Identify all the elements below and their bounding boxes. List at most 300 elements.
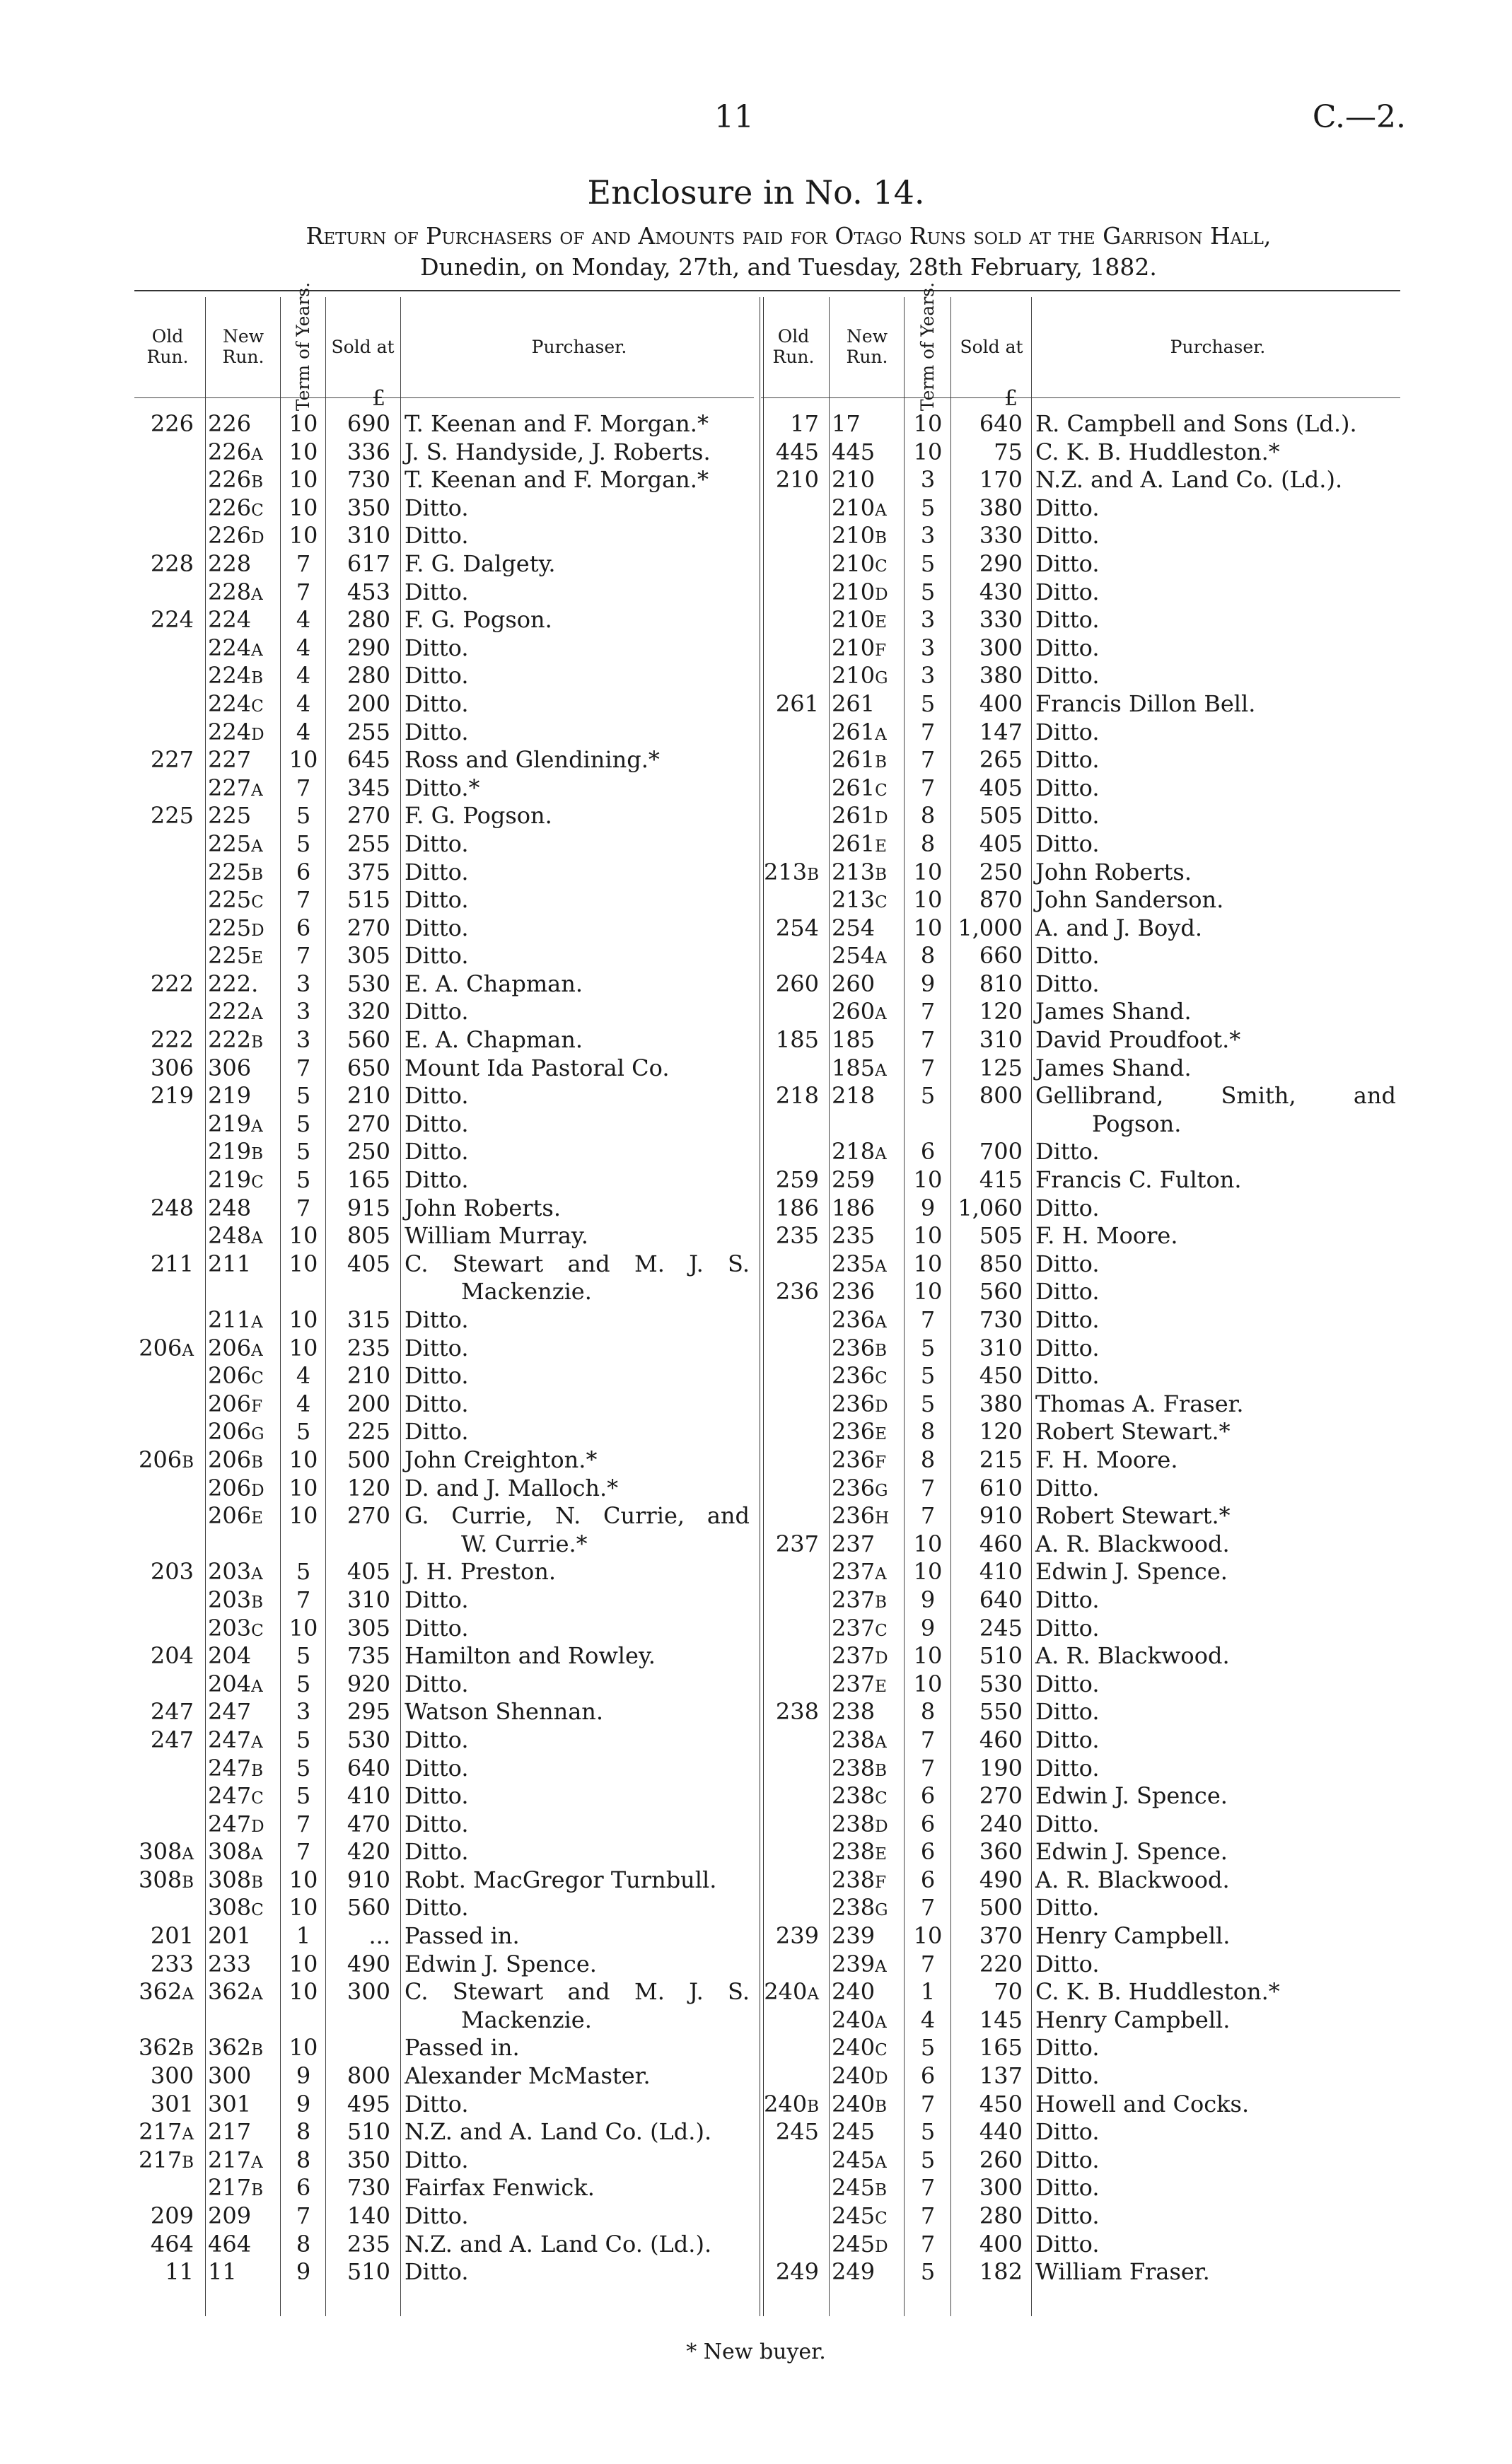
new-run-cell: 240B xyxy=(832,2090,888,2117)
term-cell: 10 xyxy=(289,1474,318,1501)
purchasers-table xyxy=(134,281,1400,2320)
new-run-cell: 240D xyxy=(832,2062,888,2090)
new-run-cell: 238D xyxy=(832,1810,888,1837)
sold-at-cell: 235 xyxy=(347,1334,390,1361)
term-cell: 10 xyxy=(289,1614,318,1641)
purchaser-name: Ditto. xyxy=(1035,494,1100,521)
new-run-cell: 217B xyxy=(208,2174,264,2202)
sold-at-cell: 730 xyxy=(347,466,390,494)
purchaser-cell xyxy=(405,1195,754,1223)
table-row xyxy=(134,2174,754,2202)
table-row xyxy=(761,942,1400,970)
new-run-cell: 218 xyxy=(832,1082,876,1110)
new-run-cell: 362B xyxy=(208,2034,264,2062)
purchaser-cell xyxy=(405,579,754,607)
table-row xyxy=(761,2258,1400,2286)
table-row xyxy=(134,1811,754,1839)
purchaser-cell xyxy=(1035,466,1400,494)
purchaser-name: Ditto. xyxy=(1035,970,1100,997)
new-run-cell: 248A xyxy=(208,1222,263,1250)
purchaser-cell xyxy=(405,1866,754,1895)
sold-at-cell: 405 xyxy=(979,830,1023,857)
term-cell: 7 xyxy=(920,2090,936,2117)
purchaser-cell xyxy=(1035,830,1400,859)
table-row xyxy=(761,1390,1400,1419)
purchaser-name-continued: Mackenzie. xyxy=(461,1278,592,1306)
new-run-cell: 237C xyxy=(832,1614,888,1641)
purchaser-name: Ditto. xyxy=(405,2258,469,2286)
sold-at-cell: 560 xyxy=(347,1026,390,1054)
old-run-cell: 210 xyxy=(775,466,819,494)
term-cell: 9 xyxy=(296,2258,311,2286)
term-cell: 1 xyxy=(920,1978,936,2006)
purchaser-name: Ditto. xyxy=(1035,550,1100,577)
table-top-rule xyxy=(134,290,1400,291)
purchaser-name: Ditto. xyxy=(405,1754,469,1782)
new-run-cell: 206A xyxy=(208,1334,263,1361)
new-run-cell: 210E xyxy=(832,606,887,634)
new-run-cell: 260 xyxy=(832,970,876,997)
new-run-cell: 203A xyxy=(208,1558,263,1586)
term-cell: 3 xyxy=(296,998,311,1025)
purchaser-name: E. A. Chapman. xyxy=(405,1026,583,1054)
table-row xyxy=(134,1306,754,1335)
new-run-cell: 238A xyxy=(832,1726,887,1753)
purchaser-cell xyxy=(1035,1838,1400,1866)
table-row xyxy=(134,1446,754,1475)
purchaser-cell xyxy=(405,719,754,747)
sold-at-cell: 305 xyxy=(347,1614,390,1641)
sold-at-cell: 255 xyxy=(347,830,390,857)
purchaser-name: Ditto. xyxy=(1035,830,1100,857)
table-row xyxy=(761,1951,1400,1979)
purchaser-cell xyxy=(405,970,754,999)
term-cell: 4 xyxy=(920,2006,936,2033)
sold-at-cell: 530 xyxy=(979,1670,1023,1697)
sold-at-cell: 500 xyxy=(979,1894,1023,1922)
new-run-cell: 235 xyxy=(832,1222,876,1250)
purchaser-name: Ditto. xyxy=(405,1166,469,1194)
purchaser-name: C. K. B. Huddleston.* xyxy=(1035,438,1280,465)
term-cell: 5 xyxy=(920,1362,936,1390)
purchaser-name: Ditto. xyxy=(405,886,469,914)
purchaser-cell xyxy=(405,2174,754,2202)
purchaser-cell xyxy=(405,914,754,943)
term-cell: 7 xyxy=(296,2202,311,2229)
term-cell: 10 xyxy=(913,1558,943,1586)
sold-at-cell: 915 xyxy=(347,1194,390,1221)
purchaser-name: Henry Campbell. xyxy=(1035,1922,1231,1950)
term-cell: 8 xyxy=(296,2230,311,2257)
purchaser-name: A. R. Blackwood. xyxy=(1035,1530,1230,1557)
new-run-cell: 233 xyxy=(208,1950,252,1977)
new-run-cell: 226C xyxy=(208,494,264,521)
sold-at-cell: 730 xyxy=(347,2174,390,2202)
sold-at-cell: 315 xyxy=(347,1306,390,1333)
sold-at-cell: 300 xyxy=(347,1978,390,2006)
new-run-cell: 211 xyxy=(208,1250,252,1277)
purchaser-name: Ditto. xyxy=(405,1614,469,1641)
term-cell: 5 xyxy=(296,1082,311,1110)
purchaser-name: G. Currie, N. Currie, and xyxy=(405,1502,750,1530)
purchaser-cell xyxy=(1035,2062,1400,2091)
purchaser-name: Ditto. xyxy=(405,2146,469,2173)
table-row xyxy=(761,1138,1400,1166)
term-cell: 8 xyxy=(920,942,936,970)
sold-at-cell: 200 xyxy=(347,1390,390,1417)
header-rule xyxy=(761,397,1400,398)
old-run-cell: 247 xyxy=(150,1726,194,1753)
term-cell: 10 xyxy=(289,1978,318,2006)
new-run-cell: 261E xyxy=(832,830,887,857)
purchaser-name: C. Stewart and M. J. S. xyxy=(405,1978,750,2006)
purchaser-name: N.Z. and A. Land Co. (Ld.). xyxy=(405,2230,712,2257)
purchaser-cell xyxy=(1035,2091,1400,2119)
table-row xyxy=(761,1082,1400,1138)
purchaser-cell xyxy=(1035,1698,1400,1726)
purchaser-name: Ditto. xyxy=(405,1782,469,1810)
table-row xyxy=(134,1755,754,1783)
table-row xyxy=(134,1110,754,1139)
term-cell: 6 xyxy=(920,2062,936,2090)
term-cell: 5 xyxy=(920,690,936,717)
sold-at-cell: 270 xyxy=(979,1782,1023,1810)
purchaser-name: Ditto. xyxy=(1035,1726,1100,1753)
sold-at-cell: 700 xyxy=(979,1138,1023,1166)
sold-at-cell: 165 xyxy=(979,2034,1023,2062)
purchaser-name: Ditto. xyxy=(405,1670,469,1697)
sold-at-cell: 145 xyxy=(979,2006,1023,2033)
new-run-cell: 261 xyxy=(832,690,876,717)
table-row xyxy=(134,859,754,887)
purchaser-cell xyxy=(1035,1418,1400,1446)
new-run-cell: 236C xyxy=(832,1362,888,1390)
table-row xyxy=(761,438,1400,467)
old-run-cell: 206B xyxy=(138,1446,194,1473)
purchaser-cell xyxy=(405,1922,754,1951)
term-cell: 7 xyxy=(296,942,311,970)
sold-at-cell: 305 xyxy=(347,942,390,970)
purchaser-cell xyxy=(1035,2146,1400,2175)
purchaser-name: Ditto.* xyxy=(405,774,480,801)
term-cell: 6 xyxy=(920,1838,936,1866)
header-term-of-years: Term of Years. xyxy=(917,281,938,412)
sold-at-cell: 1,000 xyxy=(958,914,1023,941)
purchaser-cell xyxy=(1035,1138,1400,1166)
term-cell: 4 xyxy=(296,718,311,745)
table-row xyxy=(134,494,754,523)
purchaser-name: Ditto. xyxy=(1035,1250,1100,1277)
new-run-cell: 247 xyxy=(208,1698,252,1726)
purchaser-cell xyxy=(1035,1082,1400,1138)
purchaser-cell xyxy=(1035,2006,1400,2035)
new-run-cell: 236H xyxy=(832,1502,890,1530)
new-run-cell: 210B xyxy=(832,522,888,550)
new-run-cell: 236G xyxy=(832,1474,888,1501)
old-run-cell: 213B xyxy=(763,858,819,885)
purchaser-name: T. Keenan and F. Morgan.* xyxy=(405,410,709,437)
old-run-cell: 362A xyxy=(139,1978,194,2006)
new-run-cell: 259 xyxy=(832,1166,876,1194)
new-run-cell: 219B xyxy=(208,1138,264,1166)
purchaser-name: Ditto. xyxy=(1035,2202,1100,2229)
term-cell: 8 xyxy=(296,2118,311,2146)
purchaser-cell xyxy=(405,1978,754,2034)
new-run-cell: 225A xyxy=(208,830,263,857)
new-run-cell: 236D xyxy=(832,1390,888,1417)
purchaser-name: Howell and Cocks. xyxy=(1035,2090,1250,2117)
purchaser-name: William Fraser. xyxy=(1035,2258,1210,2286)
sold-at-cell: 310 xyxy=(979,1026,1023,1054)
term-cell: 5 xyxy=(296,1670,311,1697)
new-run-cell: 210A xyxy=(832,494,887,521)
purchaser-name: James Shand. xyxy=(1035,1054,1192,1081)
purchaser-name: Ditto. xyxy=(1035,1754,1100,1782)
new-run-cell: 225D xyxy=(208,914,264,941)
table-row xyxy=(761,1026,1400,1054)
purchaser-cell xyxy=(1035,410,1400,438)
new-run-cell: 210F xyxy=(832,634,887,661)
term-cell: 10 xyxy=(913,914,943,941)
table-row xyxy=(761,1222,1400,1250)
table-row xyxy=(761,2146,1400,2175)
purchaser-name: Ditto. xyxy=(405,1306,469,1333)
old-run-cell: 308A xyxy=(139,1838,194,1866)
table-row xyxy=(761,1054,1400,1083)
purchaser-name: John Sanderson. xyxy=(1035,886,1224,914)
purchaser-cell xyxy=(405,410,754,438)
purchaser-name: F. H. Moore. xyxy=(1035,1446,1178,1473)
table-row xyxy=(761,522,1400,550)
table-row xyxy=(134,634,754,663)
table-row xyxy=(761,1250,1400,1279)
table-row xyxy=(761,1726,1400,1755)
term-cell: 5 xyxy=(296,1110,311,1137)
purchaser-name: J. S. Handyside, J. Roberts. xyxy=(405,438,711,465)
purchaser-name: Henry Campbell. xyxy=(1035,2006,1231,2033)
header-term-of-years: Term of Years. xyxy=(293,281,313,412)
purchaser-name: Hamilton and Rowley. xyxy=(405,1642,656,1670)
table-row xyxy=(134,1951,754,1979)
new-run-cell: 238E xyxy=(832,1838,887,1866)
document-code: C.—2. xyxy=(1312,99,1406,135)
purchaser-name: Ditto. xyxy=(405,690,469,717)
purchaser-cell xyxy=(405,1362,754,1390)
sold-at-cell: 410 xyxy=(347,1782,390,1810)
sold-at-cell: 120 xyxy=(347,1474,390,1501)
purchaser-name: A. R. Blackwood. xyxy=(1035,1642,1230,1670)
purchaser-name: Ditto. xyxy=(405,522,469,550)
old-run-cell: 306 xyxy=(150,1054,194,1081)
header-old-run: Old Run. xyxy=(772,326,815,367)
table-row xyxy=(761,550,1400,579)
table-row xyxy=(761,1838,1400,1866)
term-cell: 3 xyxy=(920,606,936,634)
table-rows xyxy=(134,410,754,2286)
sold-at-cell: 510 xyxy=(347,2118,390,2146)
purchaser-name: Ditto. xyxy=(1035,1138,1100,1166)
new-run-cell: 217A xyxy=(208,2146,263,2173)
purchaser-name: N.Z. and A. Land Co. (Ld.). xyxy=(405,2118,712,2146)
table-row xyxy=(134,774,754,803)
purchaser-cell xyxy=(1035,634,1400,663)
new-run-cell: 445 xyxy=(832,438,876,465)
new-run-cell: 213B xyxy=(832,858,888,885)
new-run-cell: 201 xyxy=(208,1922,252,1950)
old-run-cell: 260 xyxy=(775,970,819,997)
table-row xyxy=(761,1755,1400,1783)
new-run-cell: 238 xyxy=(832,1698,876,1726)
new-run-cell: 261B xyxy=(832,746,888,774)
table-row xyxy=(134,1418,754,1446)
table-row xyxy=(134,2034,754,2062)
table-row xyxy=(761,2062,1400,2091)
purchaser-cell xyxy=(1035,1642,1400,1670)
old-run-cell: 236 xyxy=(775,1278,819,1306)
sold-at-cell: 610 xyxy=(979,1474,1023,1501)
term-cell: 7 xyxy=(296,1838,311,1866)
new-run-cell: 227A xyxy=(208,774,263,801)
table-row xyxy=(134,1362,754,1390)
old-run-cell: 240B xyxy=(763,2090,819,2117)
old-run-cell: 233 xyxy=(150,1950,194,1977)
sold-at-cell: 380 xyxy=(979,1390,1023,1417)
purchaser-cell xyxy=(1035,1922,1400,1951)
table-row xyxy=(134,1894,754,1922)
sold-at-cell: 645 xyxy=(347,746,390,774)
new-run-cell: 225 xyxy=(208,802,252,830)
old-run-cell: 201 xyxy=(150,1922,194,1950)
term-cell: 7 xyxy=(920,1894,936,1922)
table-row xyxy=(134,1026,754,1054)
purchaser-name: Ditto. xyxy=(1035,718,1100,745)
table-row xyxy=(134,606,754,634)
purchaser-cell xyxy=(1035,970,1400,999)
new-run-cell: 238F xyxy=(832,1866,887,1893)
purchaser-cell xyxy=(405,942,754,970)
sold-at-cell: 460 xyxy=(979,1530,1023,1557)
sold-at-cell: 660 xyxy=(979,942,1023,970)
old-run-cell: 248 xyxy=(150,1194,194,1221)
table-row xyxy=(134,1782,754,1811)
purchaser-name: A. R. Blackwood. xyxy=(1035,1866,1230,1893)
table-row xyxy=(134,690,754,719)
term-cell: 7 xyxy=(920,1026,936,1054)
purchaser-cell xyxy=(1035,1250,1400,1279)
purchaser-cell xyxy=(1035,1446,1400,1475)
purchaser-name: Passed in. xyxy=(405,2034,520,2062)
table-row xyxy=(761,634,1400,663)
purchaser-cell xyxy=(1035,1362,1400,1390)
term-cell: 7 xyxy=(920,1474,936,1501)
purchaser-cell xyxy=(405,634,754,663)
purchaser-cell xyxy=(1035,1166,1400,1195)
term-cell: 5 xyxy=(920,2258,936,2286)
new-run-cell: 247B xyxy=(208,1754,264,1782)
sold-at-cell: 70 xyxy=(994,1978,1023,2006)
term-cell: 8 xyxy=(920,830,936,857)
old-run-cell: 17 xyxy=(790,410,819,437)
sold-at-cell: 75 xyxy=(994,438,1023,465)
new-run-cell: 225C xyxy=(208,886,264,914)
term-cell: 5 xyxy=(920,2034,936,2062)
table-row xyxy=(761,1418,1400,1446)
new-run-cell: 237B xyxy=(832,1586,888,1613)
purchaser-cell xyxy=(1035,690,1400,719)
term-cell: 8 xyxy=(920,802,936,830)
purchaser-name: James Shand. xyxy=(1035,998,1192,1025)
term-cell: 7 xyxy=(296,774,311,801)
purchaser-name: Ditto. xyxy=(1035,2146,1100,2173)
sold-at-cell: 270 xyxy=(347,802,390,830)
purchaser-cell xyxy=(1035,886,1400,914)
purchaser-cell xyxy=(405,690,754,719)
old-run-cell: 203 xyxy=(150,1558,194,1586)
term-cell: 10 xyxy=(913,1250,943,1277)
table-row xyxy=(134,662,754,690)
sold-at-cell: 910 xyxy=(347,1866,390,1893)
table-row xyxy=(761,1530,1400,1559)
sold-at-cell: 240 xyxy=(979,1810,1023,1837)
purchaser-name: Watson Shennan. xyxy=(405,1698,604,1726)
sold-at-cell: 210 xyxy=(347,1362,390,1390)
purchaser-name: Ditto. xyxy=(1035,2062,1100,2090)
purchaser-name: Ditto. xyxy=(405,634,469,661)
old-run-cell: 239 xyxy=(775,1922,819,1950)
purchaser-name: Ditto. xyxy=(405,662,469,690)
purchaser-cell xyxy=(1035,774,1400,803)
purchaser-name: Ditto. xyxy=(1035,578,1100,605)
table-row xyxy=(761,2231,1400,2259)
new-run-cell: 219A xyxy=(208,1110,263,1137)
table-row xyxy=(761,410,1400,438)
sold-at-cell: 510 xyxy=(347,2258,390,2286)
old-run-cell: 301 xyxy=(150,2090,194,2117)
sold-at-cell: 490 xyxy=(347,1950,390,1977)
term-cell: 3 xyxy=(920,466,936,494)
sold-at-cell: 405 xyxy=(979,774,1023,801)
purchaser-cell xyxy=(405,2231,754,2259)
purchaser-name: Ditto. xyxy=(405,914,469,941)
term-cell: 3 xyxy=(296,1026,311,1054)
table-row xyxy=(761,830,1400,859)
term-cell: 5 xyxy=(296,1754,311,1782)
table-row xyxy=(134,2091,754,2119)
term-cell: 7 xyxy=(920,1726,936,1753)
old-run-cell: 222 xyxy=(150,970,194,997)
sold-at-cell: 415 xyxy=(979,1166,1023,1194)
sold-at-cell: 420 xyxy=(347,1838,390,1866)
old-run-cell: 217A xyxy=(139,2118,194,2146)
term-cell: 10 xyxy=(913,886,943,914)
term-cell: 7 xyxy=(920,1754,936,1782)
purchaser-name: Ditto. xyxy=(1035,634,1100,661)
new-run-cell: 247D xyxy=(208,1810,264,1837)
purchaser-cell xyxy=(405,1306,754,1335)
table-row xyxy=(134,1166,754,1195)
new-run-cell: 236E xyxy=(832,1418,887,1446)
sold-at-cell: 380 xyxy=(979,662,1023,690)
table-row xyxy=(761,1586,1400,1615)
sold-at-cell: 617 xyxy=(347,550,390,577)
new-run-cell: 308C xyxy=(208,1894,264,1922)
table-row xyxy=(134,1642,754,1670)
purchaser-name-continued: Mackenzie. xyxy=(461,2006,592,2033)
sold-at-cell: 430 xyxy=(979,578,1023,605)
old-run-cell: 206A xyxy=(139,1334,194,1361)
purchaser-cell xyxy=(405,1755,754,1783)
table-row xyxy=(134,1195,754,1223)
